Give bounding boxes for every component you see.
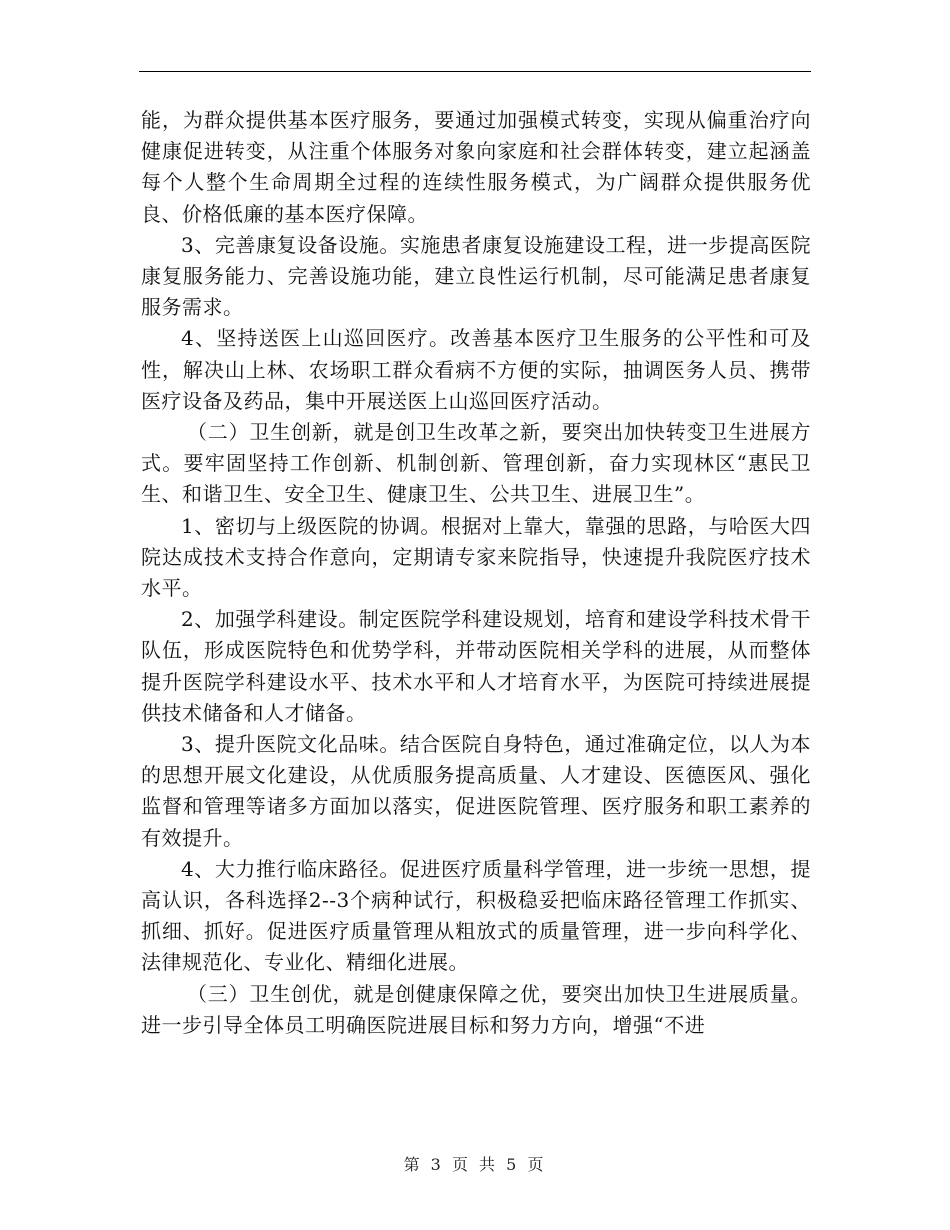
paragraph-hospital-culture: 3、提升医院文化品味。结合医院自身特色，通过准确定位，以人为本的思想开展文化建设，从优质服务提高质量、人才建设、医德医风、强化监督和管理等诸多方面加以落实，促进医院管理、医疗服务和职工素养的有效提升。: [141, 732, 811, 850]
page-number-footer: 第 3 页 共 5 页: [403, 1155, 547, 1174]
paragraph-superior-hospital-coordination: 1、密切与上级医院的协调。根据对上靠大，靠强的思路，与哈医大四院达成技术支持合作意向，定期请专家来院指导，快速提升我院医疗技术水平。: [141, 513, 811, 601]
paragraph-rehab-facilities: 3、完善康复设备设施。实施患者康复设施建设工程，进一步提高医院康复服务能力、完善设施功能，建立良性运行机制，尽可能满足患者康复服务需求。: [141, 232, 811, 320]
document-body: [141, 105, 811, 1041]
paragraph-section-health-excellence: （三）卫生创优，就是创健康保障之优，要突出加快卫生进展质量。进一步引导全体员工明确医院进展目标和努力方向，增强“不进: [141, 981, 811, 1037]
paragraph-section-health-innovation: （二）卫生创新，就是创卫生改革之新，要突出加快转变卫生进展方式。要牢固坚持工作创新、机制创新、管理创新，奋力实现林区“惠民卫生、和谐卫生、安全卫生、健康卫生、公共卫生、进展卫生”。: [141, 420, 811, 507]
header-rule: [139, 71, 811, 72]
paragraph-mountain-medical-tour: 4、坚持送医上山巡回医疗。改善基本医疗卫生服务的公平性和可及性，解决山上林、农场职工群众看病不方便的实际，抽调医务人员、携带医疗设备及药品，集中开展送医上山巡回医疗活动。: [141, 326, 811, 413]
paragraph-discipline-building: 2、加强学科建设。制定医院学科建设规划，培育和建设学科技术骨干队伍，形成医院特色和优势学科，并带动医院相关学科的进展，从而整体提升医院学科建设水平、技术水平和人才培育水平，为医院可持续进展提供技术储备和人才储备。: [141, 607, 811, 725]
paragraph-clinical-pathway: 4、大力推行临床路径。促进医疗质量科学管理，进一步统一思想，提高认识，各科选择2--3个病种试行，积极稳妥把临床路径管理工作抓实、抓细、抓好。促进医疗质量管理从粗放式的质量管理，进一步向科学化、法律规范化、专业化、精细化进展。: [141, 856, 811, 975]
paragraph-continuation: 能，为群众提供基本医疗服务，要通过加强模式转变，实现从偏重治疗向健康促进转变，从注重个体服务对象向家庭和社会群体转变，建立起涵盖每个人整个生命周期全过程的连续性服务模式，为广阔群众提供服务优良、价格低廉的基本医疗保障。: [141, 108, 811, 226]
